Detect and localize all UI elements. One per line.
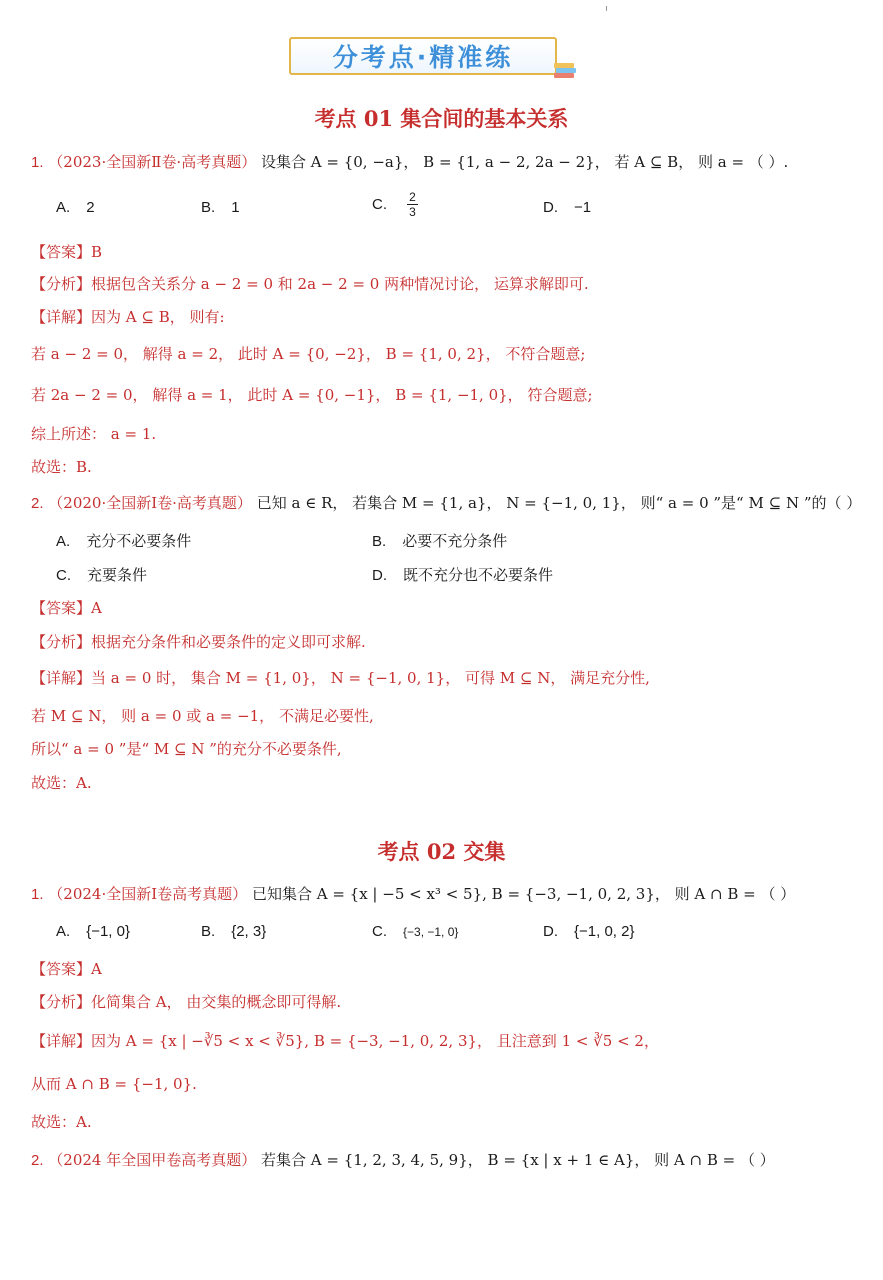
- fraction-two-thirds: $\frac{2}{3}$: [409, 190, 416, 219]
- detail-line: 若 2a − 2 = 0， 解得 a = 1， 此时 A = {0, −1}， B = {1, −1, 0}， 符合题意;: [31, 386, 593, 404]
- detail-line: 故选：A.: [31, 1113, 92, 1131]
- option-d[interactable]: D. {−1, 0, 2}: [543, 923, 635, 940]
- question-stem: 若集合 A = {1, 2, 3, 4, 5, 9}， B = {x | x + 1 ∈ A}， 则 A ∩ B = （ ）: [261, 1151, 775, 1169]
- detail-line: 从而 A ∩ B = {−1, 0}.: [31, 1075, 197, 1093]
- banner-title: 分考点·精准练: [332, 43, 514, 72]
- answer-2-1: 【答案】A: [31, 960, 102, 978]
- option-b[interactable]: B. 1: [201, 199, 240, 216]
- option-a[interactable]: A. {−1, 0}: [56, 923, 130, 940]
- option-d[interactable]: D. −1: [543, 199, 592, 216]
- analysis-1-2: 【分析】根据充分条件和必要条件的定义即可求解.: [31, 633, 366, 651]
- analysis-1-1: 【分析】根据包含关系分 a − 2 = 0 和 2a − 2 = 0 两种情况讨论， 运算求解即可.: [31, 275, 589, 293]
- option-a[interactable]: A. 充分不必要条件: [56, 533, 192, 550]
- stray-mark: [606, 6, 607, 11]
- question-number: 1.: [31, 886, 44, 903]
- analysis-2-1: 【分析】化简集合 A， 由交集的概念即可得解.: [31, 993, 342, 1011]
- detail-line: 【详解】因为 A = {x | −∛5 < x < ∛5}, B = {−3, −1, 0, 2, 3}， 且注意到 1 < ∛5 < 2，: [31, 1032, 659, 1050]
- detail-line: 所以“ a = 0 ”是“ M ⊆ N ”的充分不必要条件,: [31, 740, 342, 758]
- option-b[interactable]: B. {2, 3}: [201, 923, 267, 940]
- option-c[interactable]: C. $\frac{2}{3}$: [372, 190, 416, 219]
- question-source: （2024 年全国甲卷高考真题）: [48, 1151, 257, 1169]
- detail-line: 【详解】因为 A ⊆ B， 则有:: [31, 308, 225, 326]
- option-c[interactable]: C. {−3, −1, 0}: [372, 923, 459, 940]
- question-source: （2020·全国新Ⅰ卷·高考真题）: [48, 494, 252, 512]
- question-2-2: [31, 1149, 775, 1170]
- question-stem: 已知 a ∈ R， 若集合 M = {1, a}， N = {−1, 0, 1}， 则“ a = 0 ”是“ M ⊆ N ”的（ ）: [256, 494, 862, 512]
- book-icon: [552, 60, 578, 80]
- option-d[interactable]: D. 既不充分也不必要条件: [372, 567, 554, 584]
- detail-line: 故选：B.: [31, 458, 92, 476]
- detail-line: 故选：A.: [31, 774, 92, 792]
- question-2-1: [31, 883, 795, 904]
- section-title-1: 考点 01 集合间的基本关系: [314, 106, 569, 131]
- detail-line: 【详解】当 a = 0 时， 集合 M = {1, 0}， N = {−1, 0, 1}， 可得 M ⊆ N， 满足充分性,: [31, 669, 650, 687]
- question-stem: 设集合 A = {0, −a}， B = {1, a − 2, 2a − 2}， 若 A ⊆ B， 则 a = （ ）.: [261, 153, 789, 171]
- question-source: （2023·全国新Ⅱ卷·高考真题）: [48, 153, 257, 171]
- option-b[interactable]: B. 必要不充分条件: [372, 533, 508, 550]
- question-number: 1.: [31, 154, 44, 171]
- option-c[interactable]: C. 充要条件: [56, 567, 148, 584]
- answer-1-2: 【答案】A: [31, 599, 102, 617]
- question-number: 2.: [31, 495, 44, 512]
- detail-line: 若 M ⊆ N， 则 a = 0 或 a = −1， 不满足必要性,: [31, 707, 374, 725]
- detail-line: 若 a − 2 = 0， 解得 a = 2， 此时 A = {0, −2}， B = {1, 0, 2}， 不符合题意;: [31, 345, 586, 363]
- section-title-2: 考点 02 交集: [377, 839, 506, 864]
- answer-1-1: 【答案】B: [31, 243, 103, 261]
- question-source: （2024·全国新Ⅰ卷高考真题）: [48, 885, 248, 903]
- question-1-1: [31, 151, 788, 172]
- question-stem: 已知集合 A = {x | −5 < x³ < 5}, B = {−3, −1, 0, 2, 3}， 则 A ∩ B = （ ）: [251, 885, 796, 903]
- detail-line: 综上所述： a = 1.: [31, 425, 157, 443]
- question-number: 2.: [31, 1152, 44, 1169]
- option-a[interactable]: A. 2: [56, 199, 95, 216]
- question-1-2: [31, 492, 861, 513]
- header-banner: [289, 37, 557, 75]
